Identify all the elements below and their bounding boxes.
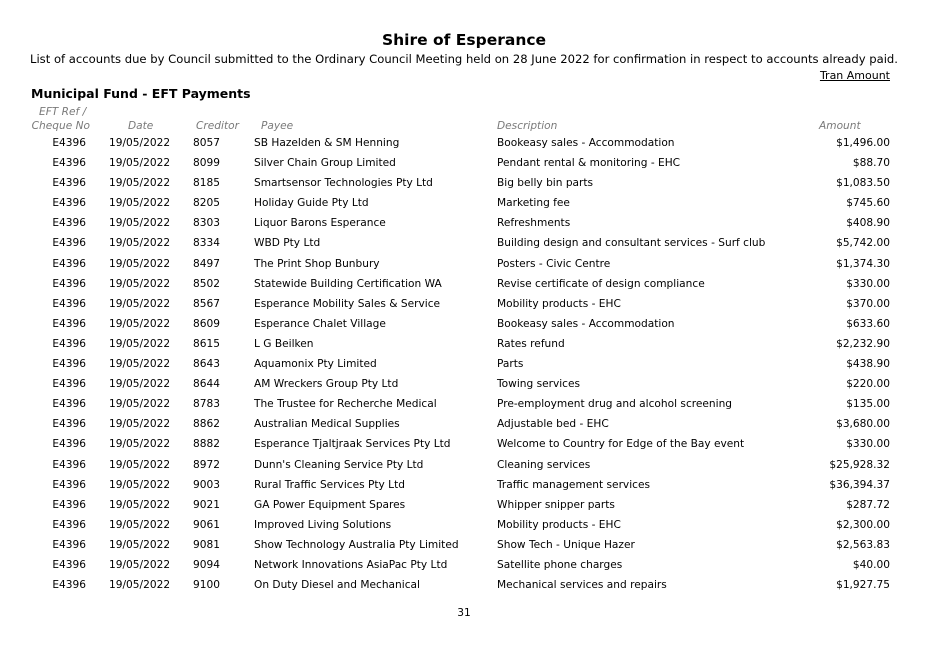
payee-cell: The Trustee for Recherche Medical bbox=[254, 398, 437, 411]
date-cell: 19/05/2022 bbox=[109, 558, 171, 571]
date-cell: 19/05/2022 bbox=[109, 579, 171, 592]
payee-cell: L G Beilken bbox=[254, 337, 314, 350]
amount-cell: $1,496.00 bbox=[836, 137, 890, 149]
description-cell: Marketing fee bbox=[497, 197, 570, 210]
cheque-no-cell: E4396 bbox=[52, 177, 86, 190]
table-row bbox=[0, 435, 928, 455]
amount-cell: $330.00 bbox=[846, 438, 890, 451]
payee-cell: Dunn's Cleaning Service Pty Ltd bbox=[254, 458, 424, 471]
amount-cell: $135.00 bbox=[846, 398, 890, 411]
amount-cell: $88.70 bbox=[852, 157, 890, 170]
creditor-cell: 8303 bbox=[193, 217, 220, 230]
page-subtitle: List of accounts due by Council submitted to the Ordinary Council Meeting held on 28 June 2022 for confirmation in respect to accounts already paid. bbox=[30, 52, 898, 66]
amount-cell: $745.60 bbox=[846, 197, 890, 210]
cheque-no-cell: E4396 bbox=[52, 518, 86, 531]
creditor-cell: 9003 bbox=[193, 478, 220, 491]
description-cell: Refreshments bbox=[497, 217, 571, 230]
date-cell: 19/05/2022 bbox=[109, 237, 171, 250]
amount-cell: $1,083.50 bbox=[836, 177, 890, 190]
amount-cell: $2,563.83 bbox=[836, 538, 890, 551]
cheque-no-cell: E4396 bbox=[52, 317, 86, 330]
table-row bbox=[0, 194, 928, 214]
cheque-no-cell: E4396 bbox=[52, 137, 86, 149]
table-row bbox=[0, 415, 928, 435]
cheque-no-cell: E4396 bbox=[52, 237, 86, 250]
date-cell: 19/05/2022 bbox=[109, 157, 171, 170]
cheque-no-cell: E4396 bbox=[52, 217, 86, 230]
table-row bbox=[0, 536, 928, 556]
cheque-no-cell: E4396 bbox=[52, 157, 86, 170]
table-row bbox=[0, 556, 928, 576]
date-cell: 19/05/2022 bbox=[109, 498, 171, 511]
cheque-no-cell: E4396 bbox=[52, 398, 86, 411]
payee-cell: Esperance Mobility Sales & Service bbox=[254, 297, 441, 310]
creditor-cell: 8185 bbox=[193, 177, 220, 190]
cheque-no-cell: E4396 bbox=[52, 297, 86, 310]
cheque-no-cell: E4396 bbox=[52, 197, 86, 210]
description-cell: Bookeasy sales - Accommodation bbox=[497, 137, 675, 149]
date-cell: 19/05/2022 bbox=[109, 518, 171, 531]
date-cell: 19/05/2022 bbox=[109, 257, 171, 270]
payee-cell: Show Technology Australia Pty Limited bbox=[254, 538, 459, 551]
date-cell: 19/05/2022 bbox=[109, 438, 171, 451]
cheque-no-cell: E4396 bbox=[52, 579, 86, 592]
creditor-cell: 8497 bbox=[193, 257, 220, 270]
payee-cell: Rural Traffic Services Pty Ltd bbox=[254, 478, 405, 491]
table-row bbox=[0, 315, 928, 335]
description-cell: Whipper snipper parts bbox=[497, 498, 615, 511]
description-cell: Pendant rental & monitoring - EHC bbox=[497, 157, 681, 170]
header-creditor: Creditor bbox=[196, 120, 239, 132]
creditor-cell: 8783 bbox=[193, 398, 220, 411]
payee-cell: AM Wreckers Group Pty Ltd bbox=[254, 378, 399, 391]
description-cell: Big belly bin parts bbox=[497, 177, 594, 190]
date-cell: 19/05/2022 bbox=[109, 398, 171, 411]
description-cell: Towing services bbox=[497, 378, 581, 391]
cheque-no-cell: E4396 bbox=[52, 418, 86, 431]
description-cell: Pre-employment drug and alcohol screening bbox=[497, 398, 733, 411]
payee-cell: Aquamonix Pty Limited bbox=[254, 358, 377, 371]
creditor-cell: 8882 bbox=[193, 438, 220, 451]
description-cell: Adjustable bed - EHC bbox=[497, 418, 609, 431]
payee-cell: GA Power Equipment Spares bbox=[254, 498, 406, 511]
creditor-cell: 8615 bbox=[193, 337, 220, 350]
creditor-cell: 8567 bbox=[193, 297, 220, 310]
cheque-no-cell: E4396 bbox=[52, 438, 86, 451]
header-ref-line1: EFT Ref / bbox=[39, 106, 87, 118]
date-cell: 19/05/2022 bbox=[109, 538, 171, 551]
description-cell: Parts bbox=[497, 358, 524, 371]
payee-cell: Network Innovations AsiaPac Pty Ltd bbox=[254, 558, 448, 571]
date-cell: 19/05/2022 bbox=[109, 418, 171, 431]
creditor-cell: 9094 bbox=[193, 558, 220, 571]
table-row bbox=[0, 134, 928, 154]
date-cell: 19/05/2022 bbox=[109, 137, 171, 149]
page-title: Shire of Esperance bbox=[381, 31, 547, 49]
cheque-no-cell: E4396 bbox=[52, 458, 86, 471]
payee-cell: Liquor Barons Esperance bbox=[254, 217, 386, 230]
payee-cell: Esperance Tjaltjraak Services Pty Ltd bbox=[254, 438, 451, 451]
description-cell: Satellite phone charges bbox=[497, 558, 623, 571]
creditor-cell: 8502 bbox=[193, 277, 220, 290]
payee-cell: Statewide Building Certification WA bbox=[254, 277, 442, 290]
date-cell: 19/05/2022 bbox=[109, 277, 171, 290]
amount-cell: $287.72 bbox=[846, 498, 890, 511]
creditor-cell: 8609 bbox=[193, 317, 220, 330]
amount-cell: $330.00 bbox=[846, 277, 890, 290]
amount-cell: $2,232.90 bbox=[836, 337, 890, 350]
description-cell: Mechanical services and repairs bbox=[497, 579, 667, 592]
date-cell: 19/05/2022 bbox=[109, 358, 171, 371]
amount-cell: $220.00 bbox=[846, 378, 890, 391]
table-row bbox=[0, 174, 928, 194]
description-cell: Mobility products - EHC bbox=[497, 518, 621, 531]
description-cell: Rates refund bbox=[497, 337, 565, 350]
amount-cell: $438.90 bbox=[846, 358, 890, 371]
payee-cell: WBD Pty Ltd bbox=[254, 237, 321, 250]
creditor-cell: 8643 bbox=[193, 358, 220, 371]
table-row bbox=[0, 456, 928, 476]
date-cell: 19/05/2022 bbox=[109, 337, 171, 350]
cheque-no-cell: E4396 bbox=[52, 358, 86, 371]
amount-cell: $40.00 bbox=[852, 558, 890, 571]
table-row bbox=[0, 154, 928, 174]
table-row bbox=[0, 395, 928, 415]
creditor-cell: 9021 bbox=[193, 498, 220, 511]
payee-cell: SB Hazelden & SM Henning bbox=[254, 137, 400, 149]
description-cell: Revise certificate of design compliance bbox=[497, 277, 705, 290]
payments-table bbox=[0, 134, 928, 596]
header-ref-line2: Cheque No bbox=[31, 120, 90, 132]
amount-cell: $1,927.75 bbox=[836, 579, 890, 592]
date-cell: 19/05/2022 bbox=[109, 378, 171, 391]
date-cell: 19/05/2022 bbox=[109, 478, 171, 491]
table-row bbox=[0, 234, 928, 254]
date-cell: 19/05/2022 bbox=[109, 197, 171, 210]
table-row bbox=[0, 335, 928, 355]
header-payee: Payee bbox=[261, 120, 294, 132]
creditor-cell: 8862 bbox=[193, 418, 220, 431]
payee-cell: The Print Shop Bunbury bbox=[254, 257, 380, 270]
payee-cell: Silver Chain Group Limited bbox=[254, 157, 396, 170]
creditor-cell: 8099 bbox=[193, 157, 220, 170]
table-row bbox=[0, 476, 928, 496]
date-cell: 19/05/2022 bbox=[109, 217, 171, 230]
table-row bbox=[0, 255, 928, 275]
payee-cell: Esperance Chalet Village bbox=[254, 317, 386, 330]
creditor-cell: 9061 bbox=[193, 518, 220, 531]
payee-cell: On Duty Diesel and Mechanical bbox=[254, 579, 420, 592]
creditor-cell: 9081 bbox=[193, 538, 220, 551]
page-number: 31 bbox=[457, 607, 471, 619]
creditor-cell: 8972 bbox=[193, 458, 220, 471]
creditor-cell: 9100 bbox=[193, 579, 220, 592]
payee-cell: Smartsensor Technologies Pty Ltd bbox=[254, 177, 433, 190]
amount-cell: $25,928.32 bbox=[829, 458, 890, 471]
description-cell: Mobility products - EHC bbox=[497, 297, 621, 310]
cheque-no-cell: E4396 bbox=[52, 257, 86, 270]
creditor-cell: 8205 bbox=[193, 197, 220, 210]
tran-amount-label: Tran Amount bbox=[819, 69, 890, 82]
description-cell: Traffic management services bbox=[497, 478, 650, 491]
date-cell: 19/05/2022 bbox=[109, 317, 171, 330]
cheque-no-cell: E4396 bbox=[52, 337, 86, 350]
payee-cell: Australian Medical Supplies bbox=[254, 418, 400, 431]
table-row bbox=[0, 576, 928, 596]
amount-cell: $408.90 bbox=[846, 217, 890, 230]
description-cell: Posters - Civic Centre bbox=[497, 257, 611, 270]
header-amount: Amount bbox=[819, 120, 861, 132]
table-row bbox=[0, 355, 928, 375]
description-cell: Cleaning services bbox=[497, 458, 591, 471]
description-cell: Bookeasy sales - Accommodation bbox=[497, 317, 675, 330]
table-row bbox=[0, 214, 928, 234]
cheque-no-cell: E4396 bbox=[52, 558, 86, 571]
payee-cell: Holiday Guide Pty Ltd bbox=[254, 197, 369, 210]
creditor-cell: 8057 bbox=[193, 137, 220, 149]
description-cell: Building design and consultant services - Surf club bbox=[497, 237, 766, 250]
table-row bbox=[0, 496, 928, 516]
header-date: Date bbox=[128, 120, 154, 132]
amount-cell: $1,374.30 bbox=[836, 257, 890, 270]
cheque-no-cell: E4396 bbox=[52, 538, 86, 551]
amount-cell: $3,680.00 bbox=[836, 418, 890, 431]
cheque-no-cell: E4396 bbox=[52, 478, 86, 491]
cheque-no-cell: E4396 bbox=[52, 378, 86, 391]
table-row bbox=[0, 375, 928, 395]
amount-cell: $633.60 bbox=[846, 317, 890, 330]
section-title: Municipal Fund - EFT Payments bbox=[31, 86, 251, 101]
table-row bbox=[0, 275, 928, 295]
date-cell: 19/05/2022 bbox=[109, 177, 171, 190]
payee-cell: Improved Living Solutions bbox=[254, 518, 392, 531]
amount-cell: $5,742.00 bbox=[836, 237, 890, 250]
description-cell: Welcome to Country for Edge of the Bay event bbox=[497, 438, 745, 451]
amount-cell: $370.00 bbox=[846, 297, 890, 310]
cheque-no-cell: E4396 bbox=[52, 498, 86, 511]
table-row bbox=[0, 516, 928, 536]
amount-cell: $2,300.00 bbox=[836, 518, 890, 531]
cheque-no-cell: E4396 bbox=[52, 277, 86, 290]
amount-cell: $36,394.37 bbox=[829, 478, 890, 491]
table-row bbox=[0, 295, 928, 315]
description-cell: Show Tech - Unique Hazer bbox=[497, 538, 635, 551]
date-cell: 19/05/2022 bbox=[109, 297, 171, 310]
creditor-cell: 8334 bbox=[193, 237, 220, 250]
creditor-cell: 8644 bbox=[193, 378, 220, 391]
header-description: Description bbox=[497, 120, 558, 132]
date-cell: 19/05/2022 bbox=[109, 458, 171, 471]
